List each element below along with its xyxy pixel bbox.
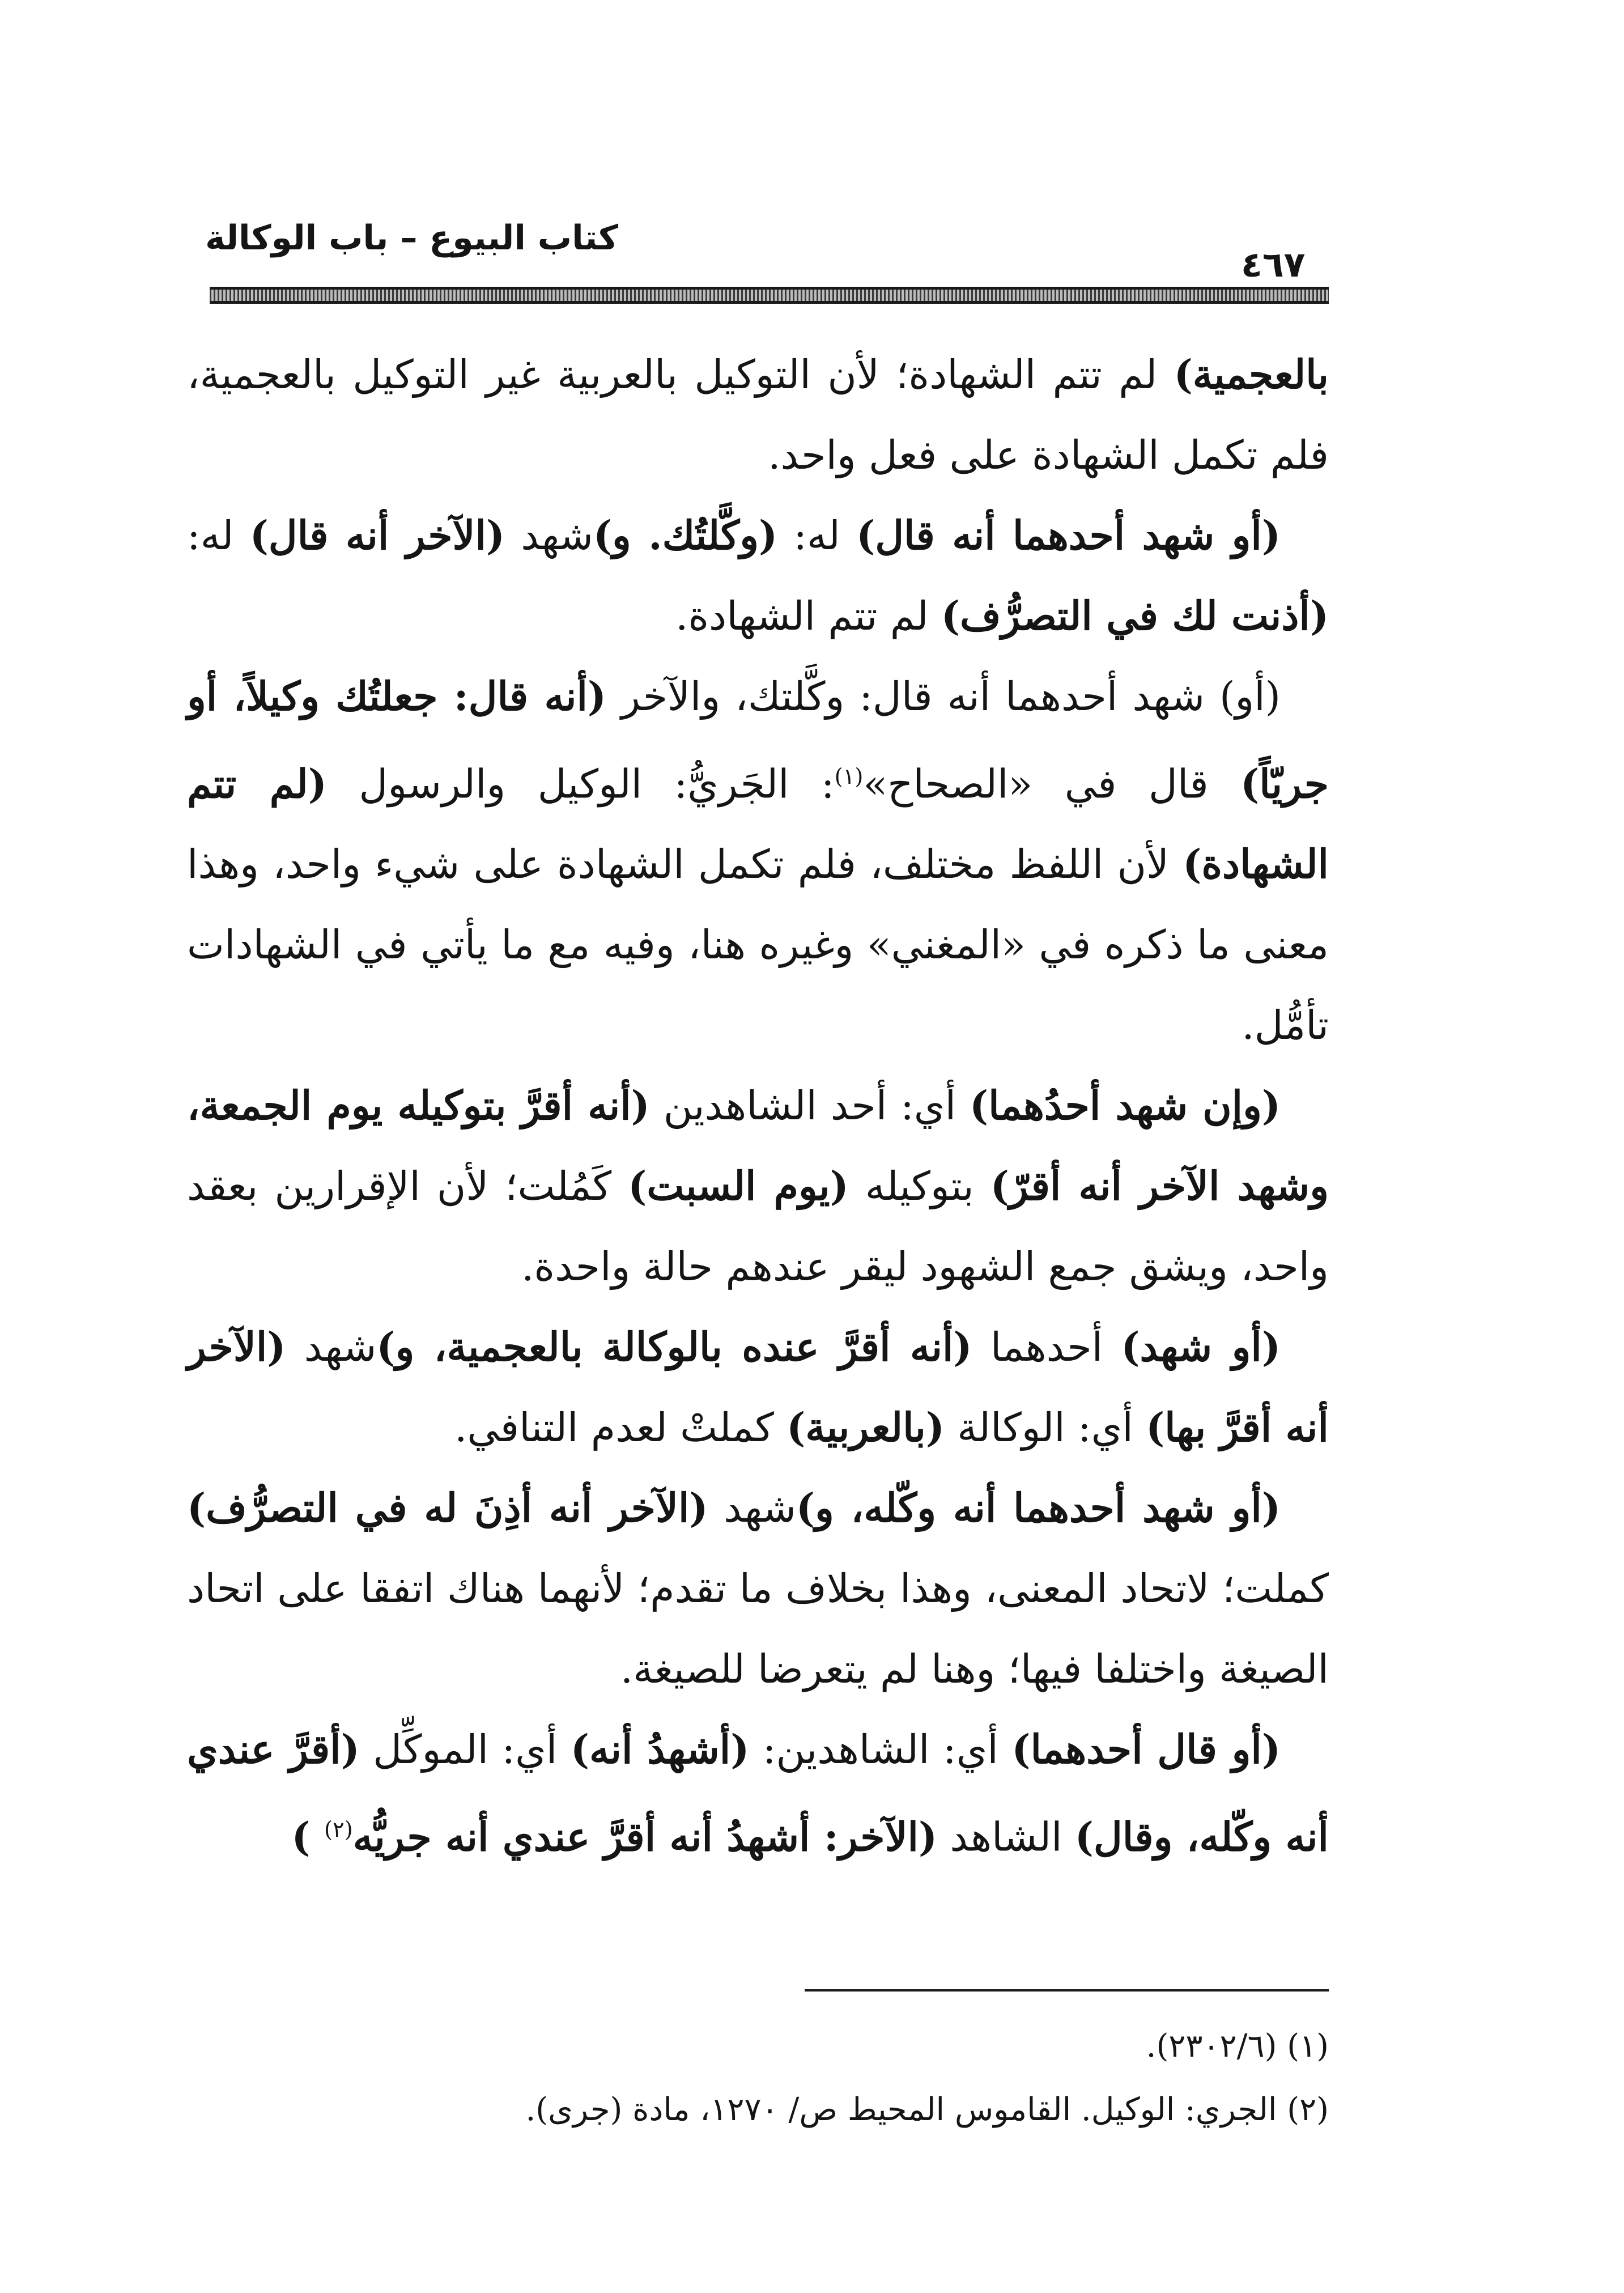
text-segment: لم تتم الشهادة. — [675, 593, 941, 639]
paragraph — [187, 1468, 1329, 1709]
bold-segment: (وإن شهد أحدُهما) — [970, 1082, 1281, 1129]
bold-segment: (أو شهد أحدهما أنه وكّله، و) — [796, 1484, 1281, 1532]
bold-segment: (أقرَّ عندي أنه وكّله، وقال) — [187, 1726, 1329, 1861]
paragraph — [187, 656, 1329, 1065]
bold-segment: (الآخر: أشهدُ أنه أقرَّ عندي أنه جريُّه — [352, 1813, 938, 1861]
bold-segment: (أنه أقرَّ عنده بالوكالة بالعجمية، و) — [376, 1323, 972, 1371]
text-segment: لم تتم الشهادة؛ لأن التوكيل بالعربية غير التوكيل بالعجمية، فلم تكمل الشهادة على فعل واحد. — [187, 351, 1329, 478]
text-segment: أي: أحد الشاهدين — [649, 1082, 970, 1129]
bold-segment: (الآخر أنه أقرَّ بها) — [187, 1323, 1329, 1451]
footnotes — [187, 2015, 1329, 2142]
footnote-marker: (١) — [834, 764, 864, 789]
text-segment: (أو) شهد أحدهما أنه قال: وكَّلتك، والآخر — [606, 673, 1281, 720]
text-segment: كَمُلت؛ لأن الإقرارين بعقد واحد، ويشق جمع الشهود ليقر عندهم حالة واحدة. — [187, 1163, 1329, 1290]
paragraph — [187, 1709, 1329, 1877]
text-segment: شهد — [708, 1485, 796, 1532]
footnote: (٢) الجري: الوكيل. القاموس المحيط ص/ ١٢٧٠، مادة (جرى). — [525, 2091, 1329, 2128]
text-segment: أي: الموكِّل — [359, 1726, 571, 1773]
bold-segment: (لم تتم الشهادة) — [187, 760, 1329, 888]
bold-segment: (وكَّلتُك. و) — [593, 512, 778, 559]
bold-segment: (أو قال أحدهما) — [1011, 1726, 1281, 1773]
text-segment: : الجَريُّ: الوكيل والرسول — [326, 761, 835, 808]
bold-segment: ) — [291, 1813, 324, 1861]
bold-segment: (أذنت لك في التصرُّف) — [941, 592, 1329, 639]
text-segment: أي: الوكالة — [945, 1404, 1146, 1451]
paragraph — [187, 1065, 1329, 1307]
text-segment: الشاهد — [937, 1814, 1075, 1861]
bold-segment: (أشهدُ أنه) — [570, 1726, 750, 1773]
text-segment: لأن اللفظ مختلف، فلم تكمل الشهادة على شيء واحد، وهذا معنى ما ذكره في «المغني» وغيره هنا، وفيه مع ما يأتي في الشهادات تأمُّل. — [187, 841, 1329, 1049]
text-segment: كملتْ لعدم التنافي. — [454, 1404, 787, 1451]
bold-segment: بالعجمية) — [1174, 351, 1329, 398]
bold-segment: (أنه أقرَّ بتوكيله يوم الجمعة، وشهد الآخر أنه أقرّ) — [187, 1082, 1329, 1210]
bold-segment: (أو شهد) — [1121, 1323, 1281, 1371]
bold-segment: (أو شهد أحدهما أنه قال) — [856, 512, 1281, 559]
text-segment: قال في «الصحاح» — [863, 761, 1241, 808]
bold-segment: (الآخر أنه أذِنَ له في التصرُّف) — [187, 1484, 708, 1532]
bold-segment: (الآخر أنه قال) — [249, 512, 505, 559]
page-number: ٤٦٧ — [1241, 244, 1306, 285]
bold-segment: (بالعربية) — [787, 1404, 945, 1451]
text-segment: كملت؛ لاتحاد المعنى، وهذا بخلاف ما تقدم؛ لأنهما هناك اتفقا على اتحاد الصيغة واختلفا فيها؛ وهنا لم يتعرضا للصيغة. — [187, 1565, 1329, 1693]
paragraph — [187, 334, 1329, 495]
footnote-marker: (٢) — [324, 1817, 353, 1843]
text-segment: له: — [777, 512, 857, 559]
body-text — [187, 334, 1329, 1878]
running-header-title: كتاب البيوع – باب الوكالة — [205, 218, 618, 258]
text-segment: شهد — [505, 512, 593, 559]
text-segment: أي: الشاهدين: — [749, 1726, 1012, 1773]
paragraph — [187, 1307, 1329, 1468]
header-rule — [210, 287, 1329, 304]
text-segment: له: — [187, 512, 250, 559]
text-segment: أحدهما — [972, 1324, 1121, 1371]
footnote-rule — [805, 1989, 1329, 1991]
footnote: (١) (٢٣٠٢/٦). — [1146, 2028, 1329, 2065]
text-segment: شهد — [286, 1324, 377, 1371]
bold-segment: (يوم السبت) — [628, 1162, 849, 1210]
text-segment: بتوكيله — [848, 1163, 990, 1210]
paragraph — [187, 495, 1329, 656]
bold-segment: (أنه قال: جعلتُك وكيلاً، أو جريّاً) — [187, 673, 1329, 808]
